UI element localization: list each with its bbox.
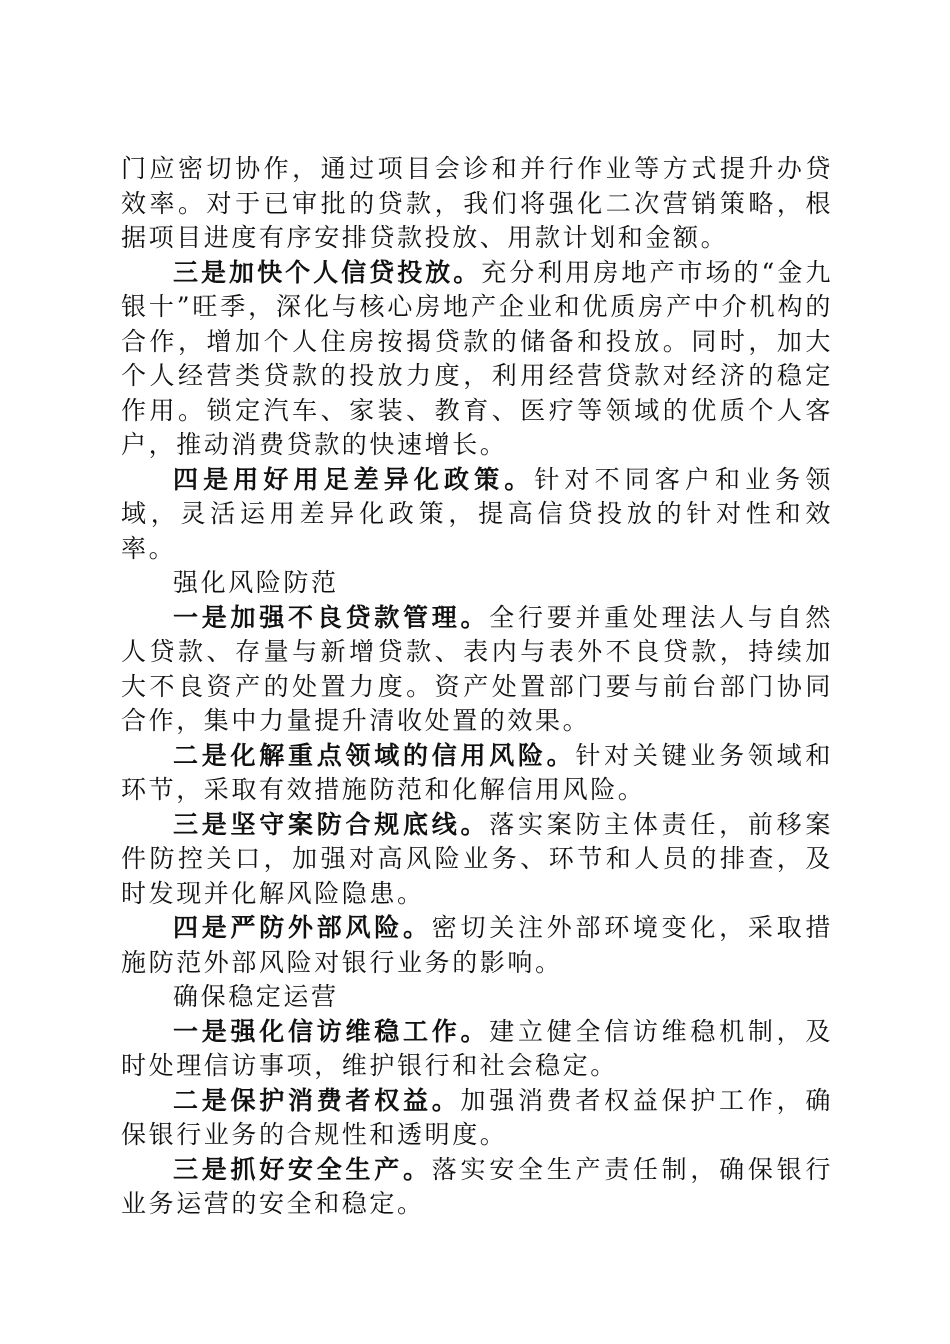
paragraph-text: 落实安全生产责任制，确保银行业务运营的安全和稳定。 <box>121 1154 834 1218</box>
paragraph-credit-risk <box>121 739 833 808</box>
paragraph-safety <box>121 1153 833 1222</box>
paragraph-lead: 一是强化信访维稳工作。 <box>173 1016 490 1046</box>
paragraph-text: 落实案防主体责任，前移案件防控关口，加强对高风险业务、环节和人员的排查，及时发现并化解风险隐患。 <box>121 809 833 908</box>
paragraph-lead: 三是抓好安全生产。 <box>173 1154 432 1184</box>
paragraph-lead: 三是坚守案防合规底线。 <box>173 809 490 839</box>
paragraph-lead: 一是加强不良贷款管理。 <box>173 602 490 632</box>
paragraph-external-risk <box>121 911 833 980</box>
paragraph-bad-loans <box>121 601 833 739</box>
paragraph-lead: 四是用好用足差异化政策。 <box>173 464 535 494</box>
paragraph-consumer-rights <box>121 1084 833 1153</box>
document-body <box>121 152 833 1222</box>
paragraph-continuation <box>121 152 833 256</box>
paragraph-text: 门应密切协作，通过项目会诊和并行作业等方式提升办贷效率。对于已审批的贷款，我们将强化二次营销策略，根据项目进度有序安排贷款投放、用款计划和金额。 <box>121 154 833 252</box>
section-heading-operations: 确保稳定运营 <box>173 982 339 1011</box>
paragraph-text: 全行要并重处理法人与自然人贷款、存量与新增贷款、表内与表外不良贷款，持续加大不良资产的处置力度。资产处置部门要与前台部门协同合作，集中力量提升清收处置的效果。 <box>121 602 833 735</box>
paragraph-lead: 二是保护消费者权益。 <box>173 1085 461 1115</box>
paragraph-text: 充分利用房地产市场的“金九银十”旺季，深化与核心房地产企业和优质房产中介机构的合作，增加个人住房按揭贷款的储备和投放。同时，加大个人经营类贷款的投放力度，利用经营贷款对经济的稳定作用。锁定汽车、家装、教育、医疗等领域的优质个人客户，推动消费贷款的快速增长。 <box>121 257 833 459</box>
paragraph-text: 密切关注外部环境变化，采取措施防范外部风险对银行业务的影响。 <box>121 913 834 977</box>
paragraph-lead: 三是加快个人信贷投放。 <box>173 257 482 287</box>
paragraph-text: 加强消费者权益保护工作，确保银行业务的合规性和透明度。 <box>121 1085 833 1149</box>
paragraph-lead: 二是化解重点领域的信用风险。 <box>173 740 576 770</box>
paragraph-text: 建立健全信访维稳机制，及时处理信访事项，维护银行和社会稳定。 <box>121 1016 833 1080</box>
paragraph-differentiated-policy <box>121 463 833 567</box>
section-heading-risk: 强化风险防范 <box>173 568 339 597</box>
paragraph-compliance <box>121 808 833 912</box>
paragraph-personal-credit <box>121 256 833 463</box>
paragraph-petition <box>121 1015 833 1084</box>
paragraph-lead: 四是严防外部风险。 <box>173 913 432 942</box>
paragraph-text: 针对关键业务领域和环节，采取有效措施防范和化解信用风险。 <box>121 740 833 804</box>
paragraph-text: 针对不同客户和业务领域，灵活运用差异化政策，提高信贷投放的针对性和效率。 <box>121 464 833 563</box>
